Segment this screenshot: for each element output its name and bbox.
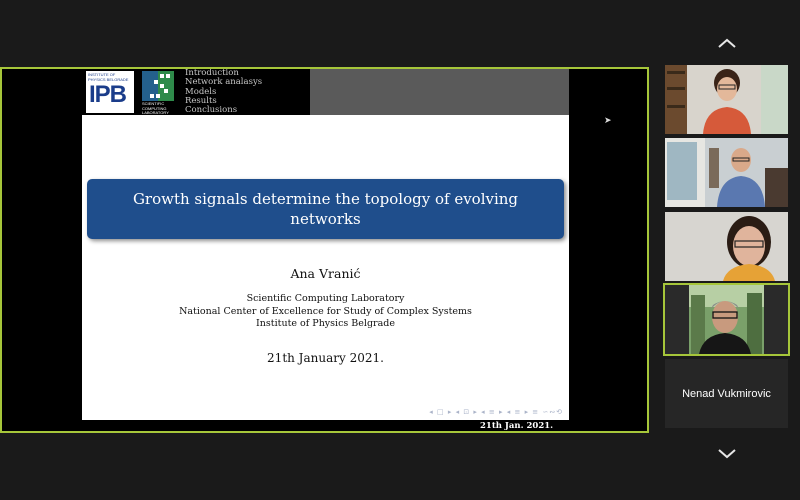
slide-nav-item: Models xyxy=(185,86,217,97)
presentation-slide xyxy=(82,69,569,420)
ipb-logo-text: IPB xyxy=(89,81,127,108)
ipb-logo xyxy=(86,71,134,113)
slide-nav-item: Network analasys xyxy=(185,77,263,88)
slide-title-box xyxy=(87,179,564,239)
chevron-up-icon[interactable] xyxy=(716,34,738,54)
participant-video-tile[interactable] xyxy=(665,65,788,134)
active-speaker-video-tile[interactable] xyxy=(663,283,790,356)
scl-logo-mark xyxy=(142,71,174,101)
slide-date: 21th January 2021. xyxy=(267,351,384,365)
affiliation-line: National Center of Excellence for Study of Complex Systems xyxy=(179,305,472,317)
participant-name: Nenad Vukmirovic xyxy=(682,387,771,400)
slide-header-logo-area xyxy=(82,69,310,115)
scl-logo-caption xyxy=(142,102,176,116)
shared-screen[interactable] xyxy=(0,67,649,433)
participant-video xyxy=(665,65,788,134)
slide-nav-item: Results xyxy=(185,95,217,106)
scl-caption-line: LABORATORY xyxy=(142,110,169,116)
chevron-down-icon[interactable] xyxy=(716,445,738,465)
affiliation-line: Institute of Physics Belgrade xyxy=(256,318,395,329)
participant-video xyxy=(665,212,788,281)
slide-section-nav xyxy=(185,69,262,115)
participant-video-tile[interactable] xyxy=(665,138,788,207)
participant-name-tile[interactable] xyxy=(665,359,788,428)
slide-nav-item: Conclusions xyxy=(185,105,238,116)
scl-caption-line: COMPUTING xyxy=(142,105,167,111)
slide-header xyxy=(82,69,569,115)
slide-author: Ana Vranić xyxy=(290,266,361,281)
beamer-navigation-symbols: ◂ □ ▸ ◂ ⊡ ▸ ◂ ≡ ▸ ◂ ≡ ▸ ≡ ∽∾⟲ xyxy=(429,408,563,416)
scl-logo xyxy=(142,71,174,116)
participant-video-tile[interactable] xyxy=(665,212,788,281)
slide-title: Growth signals determine the topology of evolving networks xyxy=(132,190,519,228)
mouse-cursor-icon: ➤ xyxy=(604,115,612,125)
participant-video xyxy=(665,285,788,354)
participant-video xyxy=(665,138,788,207)
slide-affiliations xyxy=(82,293,569,331)
affiliation-line: Scientific Computing Laboratory xyxy=(246,293,405,304)
scl-caption-line: SCIENTIFIC xyxy=(142,101,165,106)
slide-nav-item: Introduction xyxy=(185,69,239,78)
slide-footer-date: 21th Jan. 2021. xyxy=(480,421,554,431)
ipb-logo-caption: INSTITUTE OF PHYSICS BELGRADE xyxy=(88,72,129,82)
